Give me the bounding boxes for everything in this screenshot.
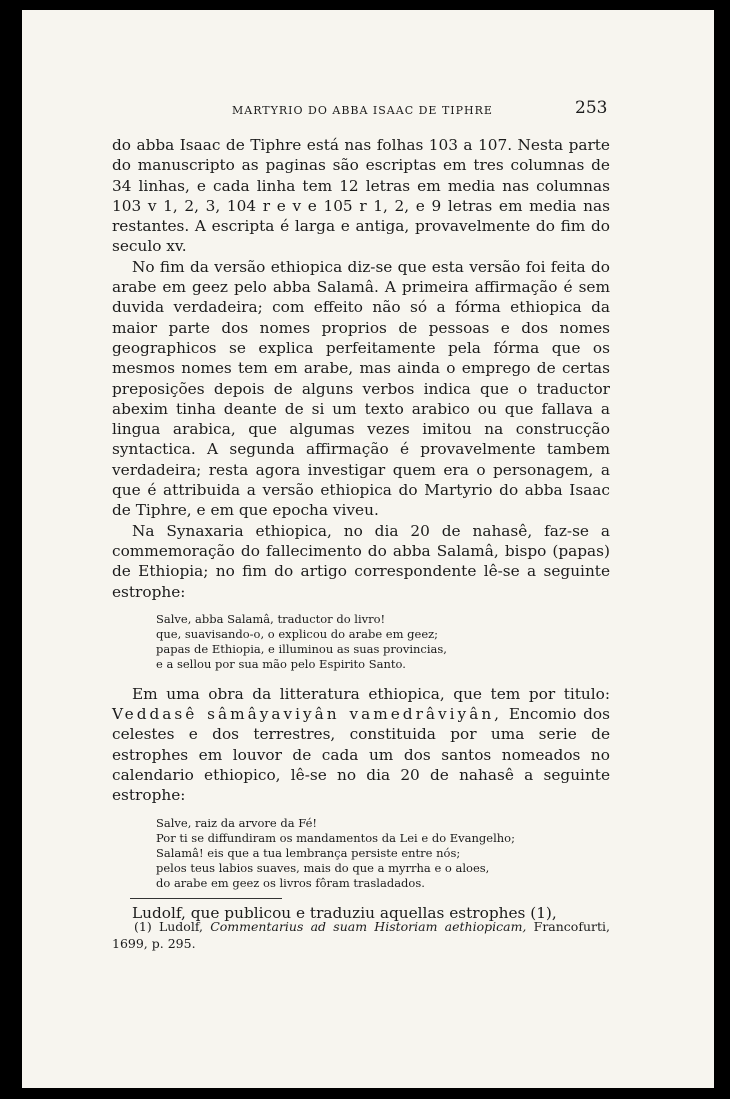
verse-line: Por ti se diffundiram os mandamentos da Lei e do Evangelho; (156, 830, 515, 845)
verse-line: que, suavisando-o, o explicou do arabe em geez; (156, 626, 439, 641)
paragraph-4-rest: Encomio dos celestes e dos terrestres, constituida por uma serie de estrophes em louvor de cada um dos santos nomeados no calendario ethiopico, lê-se no dia 20 de nahasê a seguinte estrophe: (112, 705, 610, 805)
running-title: MARTYRIO DO ABBA ISAAC DE TIPHRE (232, 104, 493, 117)
verse-block-1 (156, 612, 610, 672)
paragraph-4-intro: Em uma obra da litteratura ethiopica, que tem por titulo: (132, 684, 610, 703)
book-page (22, 10, 714, 1088)
paragraph-2: No fim da versão ethiopica diz-se que esta versão foi feita do arabe em geez pelo abba Salamâ. A primeira affirmação é sem duvida verdadeira; com effeito não só a fórma ethiopica da maior parte dos nomes proprios de pessoas e dos nomes geographicos se explica perfeitamente pela fórma que os mesmos nomes tem em arabe, mas ainda o emprego de certas preposições depois de alguns verbos indica que o traductor abexim tinha deante de si um texto arabico ou que fallava a lingua arabica, que algumas vezes imitou na construcção syntactica. A segunda affirmação é provavelmente tambem verdadeira; resta agora investigar quem era o personagem, a que é attribuida a versão ethiopica do Martyrio do abba Isaac de Tiphre, e em que epocha viveu. (112, 257, 610, 520)
paragraph-3: Na Synaxaria ethiopica, no dia 20 de nahasê, faz-se a commemoração do fallecimento do abba Salamâ, bispo (papas) de Ethiopia; no fim do artigo correspondente lê-se a seguinte estrophe: (112, 521, 610, 601)
paragraph-4 (112, 684, 610, 806)
verse-line: Salve, abba Salamâ, traductor do livro! (156, 611, 386, 626)
paragraph-5: Ludolf, que publicou e traduziu aquellas estrophes (1), (132, 903, 557, 922)
page-number: 253 (575, 98, 608, 118)
footnote-separator (130, 898, 282, 899)
verse-line: Salamâ! eis que a tua lembrança persiste entre nós; (156, 845, 461, 860)
verse-line: Salve, raiz da arvore da Fé! (156, 815, 318, 830)
verse-line: do arabe em geez os livros fôram trasladados. (156, 875, 425, 890)
verse-block-2 (156, 816, 610, 891)
body-text (112, 135, 610, 923)
footnote (112, 918, 610, 952)
paragraph-1: do abba Isaac de Tiphre está nas folhas 103 a 107. Nesta parte do manuscripto as paginas são escriptas em tres columnas de 34 linhas, e cada linha tem 12 letras em media nas columnas 103 v 1, 2, 3, 104 r e v e 105 r 1, 2, e 9 letras em media nas restantes. A escripta é larga e antiga, provavelmente do fim do seculo xv. (112, 136, 610, 256)
footnote-author: Ludolf, (158, 919, 203, 934)
verse-line: papas de Ethiopia, e illuminou as suas provincias, (156, 641, 447, 656)
verse-line: e a sellou por sua mão pelo Espirito Santo. (156, 656, 406, 671)
footnote-rest: Francofurti, 1699, p. 295. (112, 919, 610, 951)
footnote-marker: (1) (134, 919, 152, 934)
work-title: Veddasê sâmâyaviyân vamedrâviyân, (112, 705, 503, 724)
footnote-title: Commentarius ad suam Historiam aethiopicam, (210, 919, 527, 934)
verse-line: pelos teus labios suaves, mais do que a myrrha e o aloes, (156, 860, 490, 875)
